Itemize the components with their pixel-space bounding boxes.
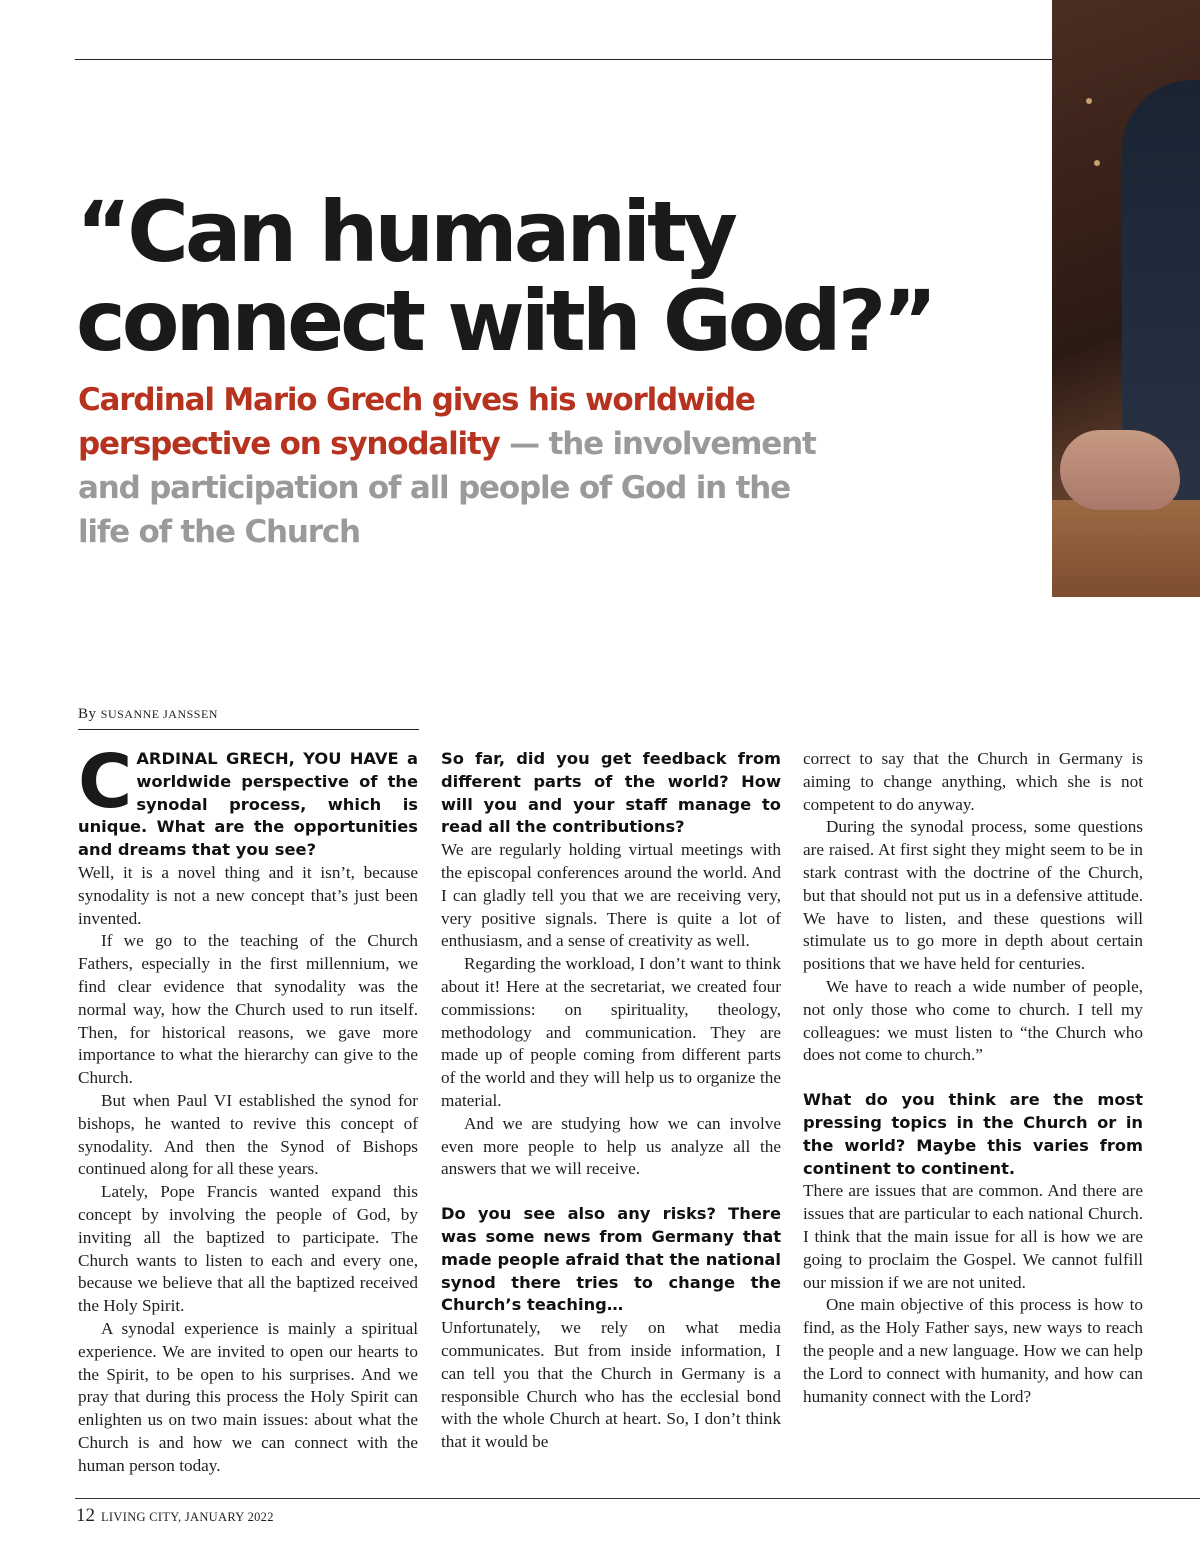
hands-shape <box>1060 430 1180 510</box>
publication-line: LIVING CITY, JANUARY 2022 <box>101 1510 274 1524</box>
top-rule <box>75 59 1065 60</box>
answer-paragraph: A synodal experience is mainly a spiritual experience. We are invited to open our hearts to the Spirit, to be open to his surprises. And we pray that during this process the Holy Spirit can enlighten us on two main issues: about what the Church is and how we can connect with the human person today. <box>78 1318 418 1475</box>
headline: “Can humanity connect with God?” <box>76 183 934 370</box>
cabinet-knob <box>1086 98 1092 104</box>
question-4: What do you think are the most pressing topics in the Church or in the world? Maybe this varies from continent to continent. <box>803 1090 1143 1178</box>
byline-author: SUSANNE JANSSEN <box>100 707 218 721</box>
page-number: 12 <box>76 1505 95 1526</box>
answer-paragraph: But when Paul VI established the synod for bishops, he wanted to revive this concept of synodality. And then the Synod of Bishops continued along for all these years. <box>78 1090 418 1179</box>
article-column-1 <box>78 739 418 1478</box>
question-2: So far, did you get feedback from different parts of the world? How will you and your staff manage to read all the contributions? <box>441 749 781 837</box>
answer-paragraph: Regarding the workload, I don’t want to think about it! Here at the secretariat, we created four commissions: on spirituality, theology, methodology and communication. They are made up of people coming from different parts of the world and they will help us to organize the material. <box>441 954 781 1110</box>
section-gap <box>803 1067 1143 1089</box>
question-1 <box>78 739 418 862</box>
footer-rule <box>75 1498 1200 1499</box>
answer-paragraph: One main objective of this process is how to find, as the Holy Father says, new ways to reach the people and a new language. How we can help the Lord to connect with humanity, and how can humanity connect with the Lord? <box>803 1295 1143 1406</box>
article-column-3 <box>803 748 1143 1408</box>
answer-paragraph: During the synodal process, some questions are raised. At first sight they might seem to be in stark contrast with the doctrine of the Church, but that should not put us in a defensive attitude. We have to listen, and these questions will stimulate us to go more in depth about certain positions that we have held for centuries. <box>803 817 1143 974</box>
dropcap: C <box>78 739 131 825</box>
deck <box>78 378 838 554</box>
answer-paragraph: Lately, Pope Francis wanted expand this concept by involving the people of God, by inviting all the baptized to participate. The Church wants to listen to each and every one, because we believe that all the baptized received the Holy Spirit. <box>78 1182 418 1316</box>
byline <box>78 706 218 723</box>
answer-paragraph: There are issues that are common. And there are issues that are particular to each national Church. I think that the main issue for all is how we are going to proclaim the Gospel. We cannot fulfill our mission if we are not united. <box>803 1181 1143 1292</box>
answer-paragraph: We are regularly holding virtual meetings with the episcopal conferences around the world. And I can gladly tell you that we are receiving very, very positive signals. There is quite a lot of enthusiasm, and a sense of creativity as well. <box>441 840 781 951</box>
answer-paragraph: We have to reach a wide number of people, not only those who come to church. I tell my colleagues: we must listen to “the Church who does not come to church.” <box>803 976 1143 1065</box>
page-footer <box>76 1505 274 1527</box>
answer-paragraph: If we go to the teaching of the Church Fathers, especially in the first millennium, we find clear evidence that synodality was the normal way, how the Church used to run itself. Then, for historical reasons, we gave more importance to what the hierarchy can give to the Church. <box>78 931 418 1088</box>
deck-gray-text: — the involvement and participation of all people of God in the life of the Church <box>78 426 816 550</box>
answer-paragraph: Well, it is a novel thing and it isn’t, because synodality is not a new concept that’s just been invented. <box>78 862 418 928</box>
answer-paragraph: Unfortunately, we rely on what media communicates. But from inside information, I can tell you that the Church in Germany is a responsible Church who has the ecclesial bond with the whole Church at heart. So, I don’t think that it would be <box>441 1318 781 1452</box>
question-1-text: ARDINAL GRECH, YOU HAVE a worldwide perspective of the synodal process, which is unique. What are the opportunities and dreams that you see? <box>78 749 418 860</box>
desk-shape <box>1052 500 1200 597</box>
cardinal-photo <box>1052 0 1200 597</box>
answer-paragraph: correct to say that the Church in Germany is aiming to change anything, which she is not competent to do anyway. <box>803 749 1143 814</box>
deck-red-text: Cardinal Mario Grech gives his worldwide perspective on synodality <box>78 382 755 462</box>
article-column-2 <box>441 748 781 1454</box>
section-gap <box>441 1181 781 1203</box>
cabinet-knob <box>1094 160 1100 166</box>
question-3: Do you see also any risks? There was some news from Germany that made people afraid that the national synod there tries to change the Church’s teaching… <box>441 1204 781 1315</box>
byline-prefix: By <box>78 706 97 722</box>
answer-paragraph: And we are studying how we can involve even more people to help us analyze all the answers that we will receive. <box>441 1113 781 1179</box>
byline-rule <box>78 729 419 730</box>
